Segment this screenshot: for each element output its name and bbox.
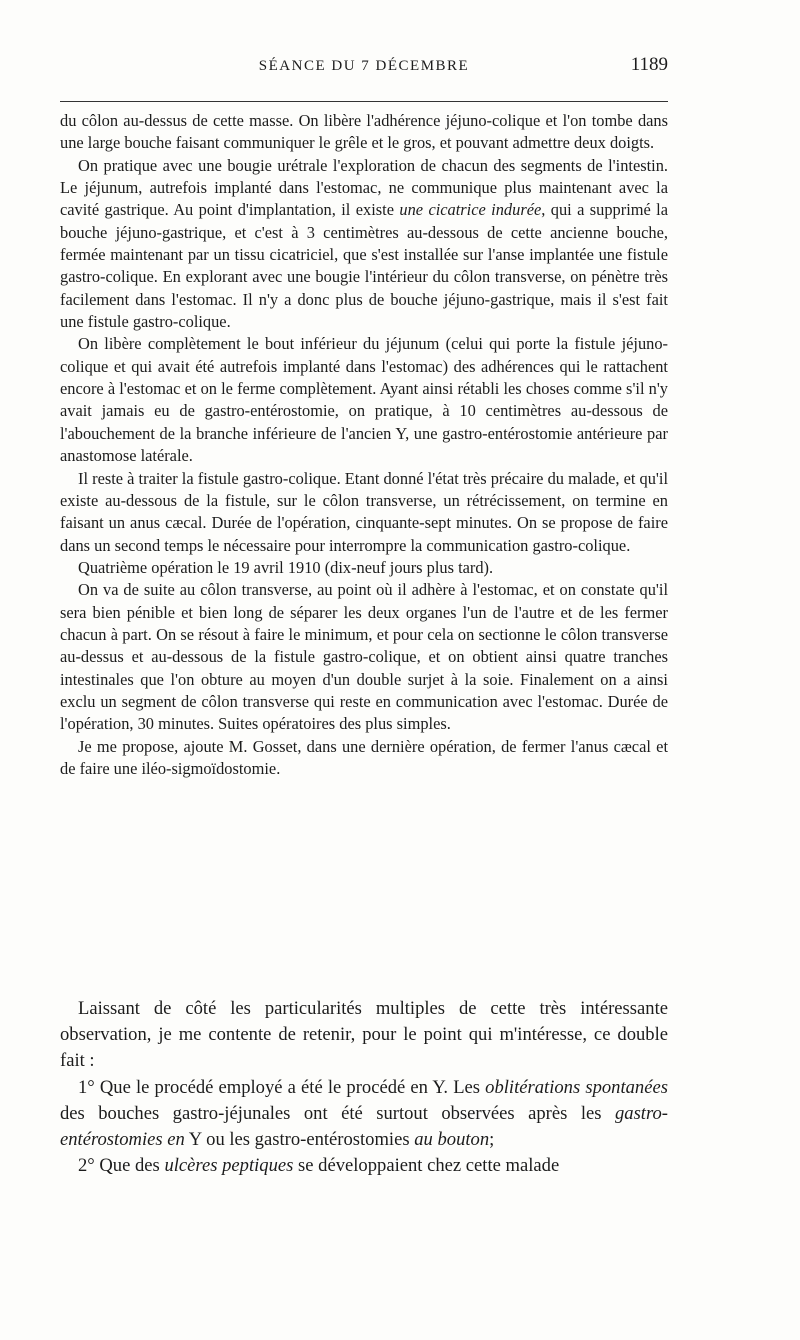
text-run: des bouches gastro-jéjunales ont été surtout observées après les xyxy=(60,1102,615,1124)
text-run: On pratique avec une bougie urétrale l'exploration de chacun des segments de l'intestin. Le jéjunum, autrefois implanté dans l'estomac, ne communique plus maintenant avec la cavité gastrique. Au point d'implantation, il existe xyxy=(60,155,668,220)
italic-text: une cicatrice indurée xyxy=(399,200,542,220)
paragraph xyxy=(60,1153,668,1179)
running-title: SÉANCE DU 7 DÉCEMBRE xyxy=(258,58,470,74)
paragraph: Il reste à traiter la fistule gastro-colique. Etant donné l'état très précaire du malade, et qu'il existe au-dessous de la fistule, sur le côlon transverse, un rétrécissement, on termine en faisant un anus cæcal. Durée de l'opération, cinquante-sept minutes. On se propose de faire dans un second temps le nécessaire pour interrompre la communication gastro-colique. xyxy=(60,468,668,555)
paragraph: On libère complètement le bout inférieur du jéjunum (celui qui porte la fistule jéjuno-colique et qui avait été autrefois implanté dans l'estomac) des adhérences qui le rattachent encore à l'estomac et on le ferme complètement. Ayant ainsi rétabli les choses comme s'il n'y avait jamais eu de gastro-entérostomie, on pratique, à 10 centimètres au-dessous de l'abouchement de la branche inférieure de l'ancien Y, une gastro-entérostomie antérieure par anastomose latérale. xyxy=(60,334,668,466)
page-header xyxy=(60,52,668,82)
commentary xyxy=(60,996,668,1179)
text-run: , qui a supprimé la bouche jéjuno-gastrique, et c'est à 3 centimètres au-dessous de cette ancienne bouche, fermée maintenant par un tissu cicatriciel, que s'est installée sur l'anse implantée une fistule gastro-colique. En explorant avec une bougie l'intérieur du côlon transverse, on pénètre très facilement dans l'estomac. Il n'y a donc plus de bouche jéjuno-gastrique, mais il s'est fait une fistule gastro-colique. xyxy=(60,200,668,332)
paragraph xyxy=(60,1075,668,1154)
text-run: Y ou les gastro-entérostomies xyxy=(184,1129,415,1151)
case-report xyxy=(60,110,668,780)
text-run: 2° Que des xyxy=(78,1155,165,1177)
text-run: se développaient chez cette malade xyxy=(293,1155,560,1177)
paragraph xyxy=(60,155,668,334)
paragraph: On va de suite au côlon transverse, au point où il adhère à l'estomac, et on constate qu'il sera bien pénible et bien long de séparer les deux organes l'un de l'autre et de les fermer chacun à part. On se résout à faire le minimum, et pour cela on sectionne le côlon transverse au-dessus et au-dessous de la fistule gastro-colique, et on obtient ainsi quatre tranches intestinales que l'on obture au moyen d'un double surjet à la soie. Finalement on a ainsi exclu un segment de côlon transverse qui reste en communication avec l'estomac. Durée de l'opération, 30 minutes. Suites opératoires des plus simples. xyxy=(60,580,668,734)
text-run: 1° Que le procédé employé a été le procédé en Y. Les xyxy=(78,1076,486,1098)
page-number: 1189 xyxy=(630,54,668,75)
paragraph: Quatrième opération le 19 avril 1910 (dix-neuf jours plus tard). xyxy=(78,557,494,577)
italic-text: gastro-entérostomies en xyxy=(60,1102,668,1151)
italic-text: oblitérations spontanées xyxy=(485,1076,668,1098)
italic-text: ulcères peptiques xyxy=(164,1155,294,1177)
italic-text: au bouton xyxy=(414,1129,490,1151)
header-rule xyxy=(60,101,668,102)
paragraph: du côlon au-dessus de cette masse. On libère l'adhérence jéjuno-colique et l'on tombe dans une large bouche faisant communiquer le grêle et le gros, et pouvant admettre deux doigts. xyxy=(60,111,668,153)
paragraph: Je me propose, ajoute M. Gosset, dans une dernière opération, de fermer l'anus cæcal et de faire une iléo-sigmoïdostomie. xyxy=(60,736,668,778)
text-run: ; xyxy=(489,1129,495,1151)
paragraph: Laissant de côté les particularités multiples de cette très intéressante observation, je me contente de retenir, pour le point qui m'intéresse, ce double fait : xyxy=(60,998,668,1072)
